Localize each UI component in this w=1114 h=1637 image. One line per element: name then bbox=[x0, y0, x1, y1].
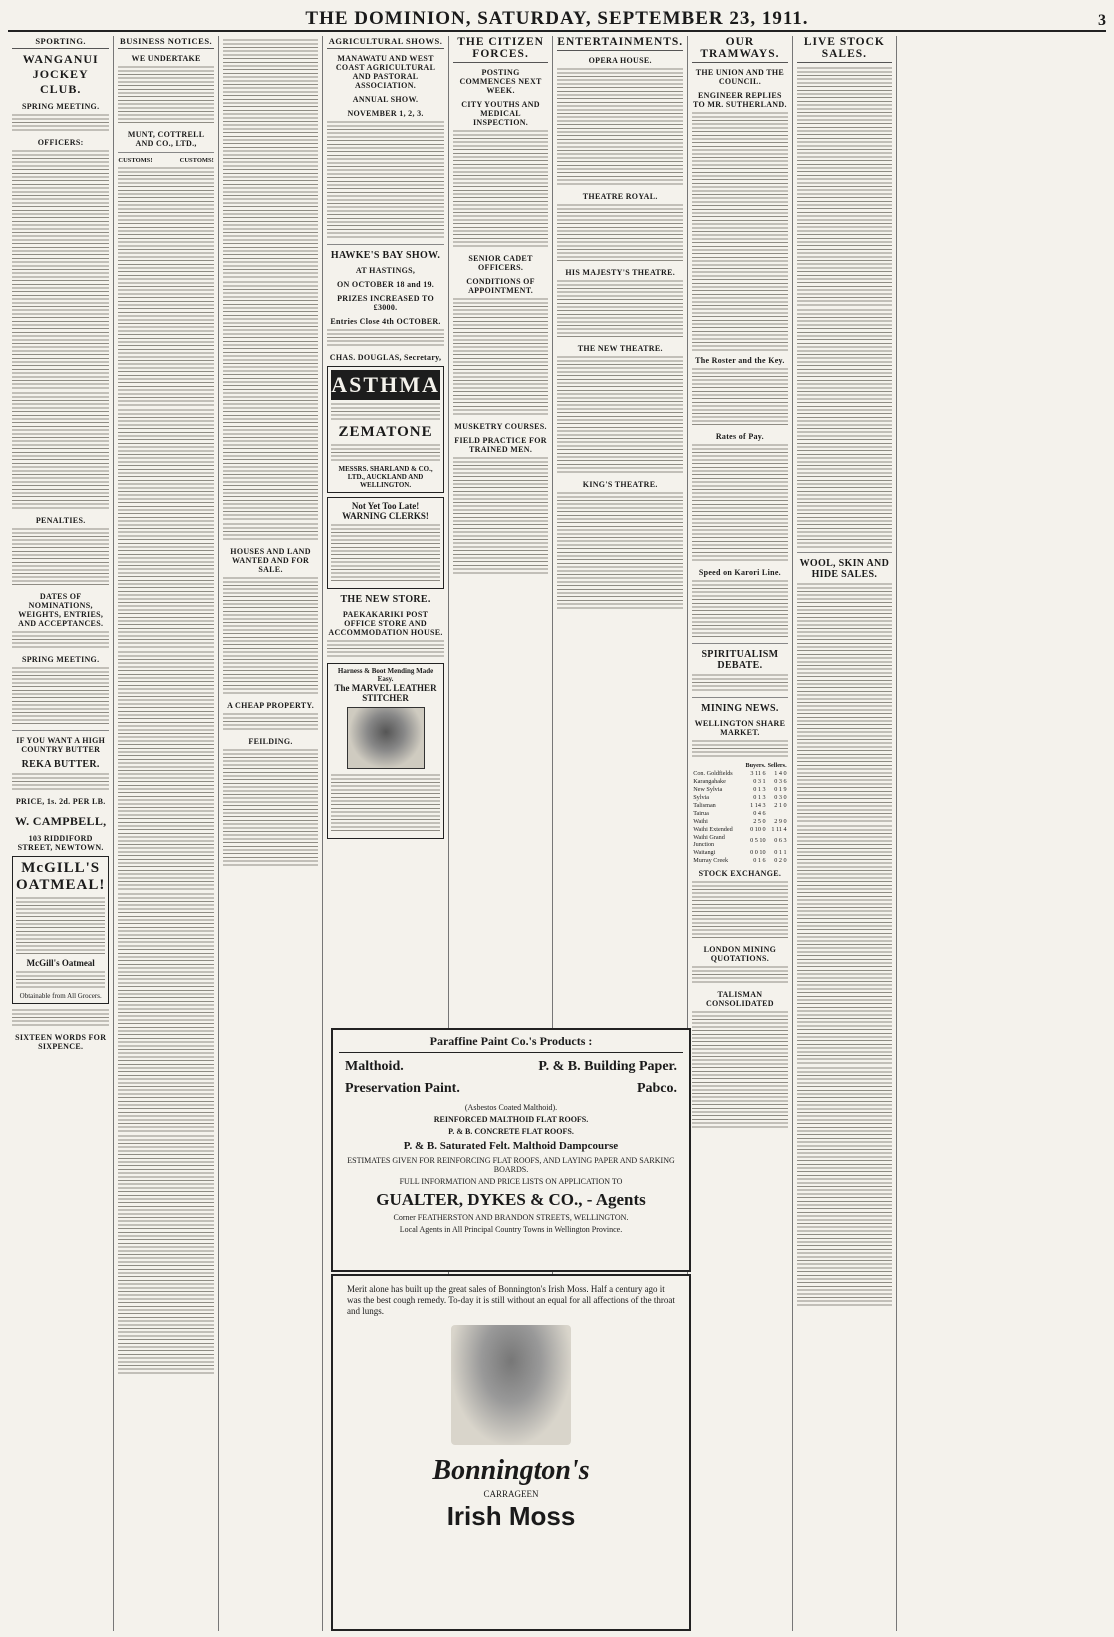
table-row bbox=[692, 833, 787, 848]
text-block bbox=[692, 111, 787, 351]
text-block bbox=[118, 65, 213, 125]
divider bbox=[692, 643, 787, 644]
opera-house-heading: OPERA HOUSE. bbox=[588, 56, 652, 65]
table-cell: Waihi bbox=[693, 817, 708, 825]
asbestos-note: (Asbestos Coated Malthoid). bbox=[464, 1103, 558, 1112]
column-sporting bbox=[8, 36, 114, 1631]
text-block bbox=[797, 66, 892, 306]
page-title: THE DOMINION, SATURDAY, SEPTEMBER 23, 1911. bbox=[305, 8, 809, 29]
asthma-ad bbox=[327, 366, 444, 493]
table-row bbox=[692, 801, 787, 809]
product-row-2 bbox=[345, 1081, 677, 1097]
corner-address: Corner FEATHERSTON AND BRANDON STREETS, WELLINGTON. bbox=[393, 1213, 629, 1222]
customs-right: CUSTOMS! bbox=[179, 157, 214, 164]
table-row bbox=[692, 785, 787, 793]
manawatu-heading: MANAWATU AND WEST COAST AGRICULTURAL AND PASTORAL ASSOCIATION. bbox=[335, 54, 436, 90]
text-block bbox=[16, 970, 105, 990]
stitcher-illustration bbox=[347, 707, 425, 769]
table-cell: 0 3 1 bbox=[753, 777, 766, 785]
text-block bbox=[557, 67, 683, 187]
column-heading-tramways: OUR TRAMWAYS. bbox=[692, 36, 787, 63]
text-block bbox=[692, 579, 787, 639]
mcgill-ad bbox=[12, 856, 109, 1004]
column-heading-entertainments: ENTERTAINMENTS. bbox=[557, 36, 683, 51]
irish-moss-label: Irish Moss bbox=[446, 1501, 576, 1531]
text-block bbox=[692, 673, 787, 693]
text-block bbox=[692, 367, 787, 427]
text-block bbox=[797, 1066, 892, 1306]
mining-news-heading: MINING NEWS. bbox=[701, 703, 779, 714]
table-header bbox=[692, 761, 744, 769]
column-heading-agricultural: AGRICULTURAL SHOWS. bbox=[327, 36, 444, 49]
column-livestock bbox=[793, 36, 897, 1631]
table-cell: 0 10 0 bbox=[750, 825, 766, 833]
table-cell: 0 1 3 bbox=[753, 793, 766, 801]
product-row-1 bbox=[345, 1059, 677, 1075]
text-block bbox=[557, 355, 683, 475]
column-heading-sporting: SPORTING. bbox=[12, 36, 109, 49]
page-number: 3 bbox=[1098, 12, 1106, 29]
table-cell: Karangahake bbox=[693, 777, 726, 785]
column-tramways bbox=[688, 36, 792, 1631]
text-block bbox=[12, 630, 109, 650]
harness-line: Harness & Boot Mending Made Easy. bbox=[337, 667, 434, 683]
table-row bbox=[692, 848, 787, 856]
divider bbox=[797, 552, 892, 553]
cheap-property: A CHEAP PROPERTY. bbox=[227, 701, 315, 710]
column-heading-citizen: THE CITIZEN FORCES. bbox=[453, 36, 548, 63]
text-block bbox=[557, 279, 683, 339]
stitcher-ad bbox=[327, 663, 444, 839]
rates-heading: Rates of Pay. bbox=[715, 432, 764, 441]
full-info-line: FULL INFORMATION AND PRICE LISTS ON APPLICATION TO bbox=[399, 1177, 623, 1186]
text-block bbox=[118, 166, 213, 406]
asthma-title: ASTHMA bbox=[331, 370, 440, 400]
divider bbox=[327, 244, 444, 245]
butter-heading: IF YOU WANT A HIGH COUNTRY BUTTER bbox=[16, 736, 106, 754]
reka-butter: REKA BUTTER. bbox=[21, 759, 100, 770]
campbell-name: W. CAMPBELL, bbox=[14, 814, 107, 828]
senior-cadet-heading: SENIOR CADET OFFICERS. bbox=[468, 254, 533, 272]
text-block bbox=[692, 965, 787, 985]
clerks-ad bbox=[327, 497, 444, 589]
text-block bbox=[692, 739, 787, 759]
text-block bbox=[12, 113, 109, 133]
stitcher-title: The MARVEL LEATHER STITCHER bbox=[334, 683, 437, 703]
table-row bbox=[692, 769, 787, 777]
text-block bbox=[223, 748, 318, 868]
table-header: Sellers. bbox=[767, 761, 787, 769]
union-council-heading: THE UNION AND THE COUNCIL. bbox=[695, 68, 785, 86]
table-cell: Waitangi bbox=[693, 848, 716, 856]
conditions-heading: CONDITIONS OF APPOINTMENT. bbox=[466, 277, 535, 295]
divider bbox=[118, 152, 213, 153]
table-cell: 0 5 10 bbox=[750, 837, 766, 844]
concrete-line: P. & B. CONCRETE FLAT ROOFS. bbox=[448, 1127, 574, 1136]
new-store-heading: THE NEW STORE. bbox=[340, 594, 431, 605]
mcgill-grocers: Obtainable from All Grocers. bbox=[19, 992, 102, 1000]
share-market-heading: WELLINGTON SHARE MARKET. bbox=[694, 719, 786, 737]
bonningtons-brand: Bonnington's bbox=[432, 1455, 590, 1486]
engineer-replies-heading: ENGINEER REPLIES TO MR. SUTHERLAND. bbox=[693, 91, 787, 109]
table-cell: 1 4 0 bbox=[774, 769, 787, 777]
local-agents: Local Agents in All Principal Country Towns in Wellington Province. bbox=[399, 1225, 623, 1234]
column-wanted bbox=[219, 36, 323, 1631]
preservation-paint-label: Preservation Paint. bbox=[345, 1081, 460, 1096]
column-heading-business: BUSINESS NOTICES. bbox=[118, 36, 213, 49]
we-undertake: WE UNDERTAKE bbox=[131, 54, 201, 63]
text-block bbox=[118, 408, 213, 648]
sharland-line: MESSRS. SHARLAND & CO., LTD., AUCKLAND AND WELLINGTON. bbox=[338, 465, 433, 489]
posting-heading: POSTING COMMENCES NEXT WEEK. bbox=[459, 68, 542, 95]
pabco-label: Pabco. bbox=[636, 1081, 677, 1096]
text-block bbox=[223, 576, 318, 696]
table-row bbox=[692, 817, 787, 825]
table-header-row bbox=[692, 761, 787, 769]
mcgill-subtitle: McGill's Oatmeal bbox=[26, 958, 95, 968]
gualter-dykes: GUALTER, DYKES & CO., - Agents bbox=[376, 1190, 646, 1209]
douglas-secretary: CHAS. DOUGLAS, Secretary, bbox=[329, 353, 442, 362]
carrageen-label: CARRAGEEN bbox=[483, 1489, 539, 1499]
customs-left: CUSTOMS! bbox=[118, 157, 153, 164]
feilding-heading: FEILDING. bbox=[248, 737, 293, 746]
table-cell: 0 3 0 bbox=[774, 793, 787, 801]
penalties-heading: PENALTIES. bbox=[35, 516, 86, 525]
table-cell: Waihi Extended bbox=[693, 825, 733, 833]
table-cell: Talisman bbox=[693, 801, 716, 809]
text-block bbox=[118, 1134, 213, 1374]
entries-close: Entries Close 4th OCTOBER. bbox=[330, 317, 441, 326]
table-cell: 1 14 3 bbox=[750, 801, 766, 809]
estimates-line: ESTIMATES GIVEN FOR REINFORCING FLAT ROOFS, AND LAYING PAPER AND SARKING BOARDS. bbox=[347, 1156, 675, 1174]
table-cell: Tairua bbox=[693, 809, 709, 817]
table-cell: 0 1 9 bbox=[774, 785, 787, 793]
text-block bbox=[557, 491, 683, 611]
bonningtons-ad bbox=[331, 1274, 691, 1631]
divider bbox=[12, 730, 109, 731]
paraffine-paint-ad bbox=[331, 1028, 691, 1272]
hawkes-bay-show: HAWKE'S BAY SHOW. bbox=[330, 250, 441, 261]
spring-meeting-heading: SPRING MEETING. bbox=[21, 102, 100, 111]
table-cell: 0 4 6 bbox=[753, 809, 766, 817]
table-row bbox=[692, 825, 787, 833]
text-block bbox=[692, 880, 787, 940]
text-block bbox=[453, 297, 548, 417]
roster-heading: The Roster and the Key. bbox=[695, 356, 785, 365]
text-block bbox=[16, 896, 105, 956]
october-dates: ON OCTOBER 18 and 19. bbox=[337, 280, 435, 289]
spiritualism-heading: SPIRITUALISM DEBATE. bbox=[701, 649, 779, 671]
text-block bbox=[453, 456, 548, 576]
text-block bbox=[327, 328, 444, 348]
talisman-heading: TALISMAN CONSOLIDATED bbox=[705, 990, 774, 1008]
customs-row bbox=[118, 157, 213, 164]
table-cell bbox=[767, 809, 788, 817]
mining-share-table bbox=[692, 761, 787, 864]
annual-show: ANNUAL SHOW. bbox=[352, 95, 419, 104]
wanganui-jockey-club: WANGANUI JOCKEY CLUB. bbox=[22, 52, 99, 96]
mcgill-title: McGILL'S OATMEAL! bbox=[16, 860, 106, 893]
city-youths-heading: CITY YOUTHS AND MEDICAL INSPECTION. bbox=[461, 100, 540, 127]
dates-heading: DATES OF NOMINATIONS, WEIGHTS, ENTRIES, AND ACCEPTANCES. bbox=[18, 592, 104, 628]
malthoid-label: Malthoid. bbox=[345, 1059, 404, 1074]
reinforced-line: REINFORCED MALTHOID FLAT ROOFS. bbox=[433, 1115, 589, 1124]
table-cell: 0 2 0 bbox=[774, 856, 787, 864]
table-cell: 0 3 6 bbox=[774, 777, 787, 785]
cottrell-heading: MUNT, COTTRELL AND CO., LTD., bbox=[127, 130, 205, 148]
his-majestys-heading: HIS MAJESTY'S THEATRE. bbox=[565, 268, 676, 277]
divider bbox=[692, 697, 787, 698]
table-cell: New Sylvia bbox=[693, 785, 723, 793]
text-block bbox=[331, 443, 440, 463]
prizes-increased: PRIZES INCREASED TO £3000. bbox=[337, 294, 435, 312]
bonningtons-illustration bbox=[451, 1325, 571, 1445]
text-block bbox=[12, 391, 109, 511]
table-cell: 2 5 0 bbox=[753, 817, 766, 825]
text-block bbox=[453, 129, 548, 249]
wool-sales-heading: WOOL, SKIN AND HIDE SALES. bbox=[799, 558, 890, 580]
table-cell: Sylvia bbox=[693, 793, 710, 801]
text-block bbox=[331, 523, 440, 583]
text-block bbox=[12, 1008, 109, 1028]
text-block bbox=[223, 38, 318, 278]
table-cell: 0 0 10 bbox=[750, 848, 766, 856]
text-block bbox=[331, 402, 440, 422]
text-block bbox=[327, 120, 444, 240]
text-block bbox=[331, 773, 440, 833]
adverts-heading: SIXTEEN WORDS FOR SIXPENCE. bbox=[15, 1033, 107, 1051]
table-row bbox=[692, 809, 787, 817]
speed-heading: Speed on Karori Line. bbox=[698, 568, 781, 577]
text-block bbox=[118, 650, 213, 890]
table-cell: Con. Goldfields bbox=[693, 769, 733, 777]
table-row bbox=[692, 777, 787, 785]
text-block bbox=[692, 443, 787, 563]
london-mining-heading: LONDON MINING QUOTATIONS. bbox=[703, 945, 777, 963]
text-block bbox=[327, 639, 444, 659]
hastings: AT HASTINGS, bbox=[355, 266, 416, 275]
text-block bbox=[797, 308, 892, 548]
bonningtons-copy: Merit alone has built up the great sales of Bonnington's Irish Moss. Half a century ago it was the best cough remedy. To-day it is still without an equal for all affections of the throat and lungs. bbox=[347, 1284, 675, 1316]
text-block bbox=[692, 1010, 787, 1130]
building-paper-label: P. & B. Building Paper. bbox=[538, 1059, 677, 1074]
butter-price: PRICE, 1s. 2d. PER LB. bbox=[15, 797, 106, 806]
text-block bbox=[12, 149, 109, 389]
table-cell: 0 1 1 bbox=[774, 848, 787, 856]
officers-heading: OFFICERS: bbox=[37, 138, 84, 147]
table-cell: Murray Creek bbox=[693, 856, 729, 864]
masthead bbox=[8, 4, 1106, 32]
table-cell: 3 11 6 bbox=[750, 769, 766, 777]
musketry-heading: MUSKETRY COURSES. bbox=[454, 422, 547, 431]
table-cell: 0 1 3 bbox=[753, 785, 766, 793]
text-block bbox=[223, 712, 318, 732]
table-cell: 1 11 4 bbox=[771, 825, 787, 833]
kings-theatre-heading: KING'S THEATRE. bbox=[582, 480, 658, 489]
table-row bbox=[692, 793, 787, 801]
text-block bbox=[223, 280, 318, 520]
column-heading-livestock: LIVE STOCK SALES. bbox=[797, 36, 892, 63]
saturated-felt-line: P. & B. Saturated Felt. Malthoid Dampcourse bbox=[403, 1140, 619, 1152]
table-cell: Waihi Grand Junction bbox=[693, 833, 725, 848]
field-practice-heading: FIELD PRACTICE FOR TRAINED MEN. bbox=[454, 436, 547, 454]
column-business bbox=[114, 36, 218, 1631]
new-theatre-heading: THE NEW THEATRE. bbox=[577, 344, 663, 353]
campbell-address: 103 RIDDIFORD STREET, NEWTOWN. bbox=[17, 834, 104, 852]
zematone-title: ZEMATONE bbox=[338, 424, 433, 440]
houses-land-heading: HOUSES AND LAND WANTED AND FOR SALE. bbox=[230, 547, 311, 574]
theatre-royal-heading: THEATRE ROYAL. bbox=[582, 192, 658, 201]
table-cell: 0 6 3 bbox=[774, 837, 787, 844]
text-block bbox=[118, 892, 213, 1132]
show-dates: NOVEMBER 1, 2, 3. bbox=[347, 109, 424, 118]
text-block bbox=[797, 824, 892, 1064]
spring-meeting-heading-2: SPRING MEETING. bbox=[21, 655, 100, 664]
table-row bbox=[692, 856, 787, 864]
text-block bbox=[12, 527, 109, 587]
stock-exchange-heading: STOCK EXCHANGE. bbox=[698, 869, 782, 878]
paraffine-title: Paraffine Paint Co.'s Products : bbox=[339, 1034, 683, 1053]
text-block bbox=[223, 522, 318, 542]
not-yet-too-late: Not Yet Too Late! WARNING CLERKS! bbox=[342, 501, 429, 521]
text-block bbox=[797, 582, 892, 822]
text-block bbox=[557, 203, 683, 263]
table-header: Buyers. bbox=[745, 761, 766, 769]
paekakariki-heading: PAEKAKARIKI POST OFFICE STORE AND ACCOMMODATION HOUSE. bbox=[328, 610, 443, 637]
table-cell: 2 9 0 bbox=[774, 817, 787, 825]
text-block bbox=[12, 772, 109, 792]
table-cell: 2 1 0 bbox=[774, 801, 787, 809]
text-block bbox=[12, 666, 109, 726]
table-cell: 0 1 6 bbox=[753, 856, 766, 864]
